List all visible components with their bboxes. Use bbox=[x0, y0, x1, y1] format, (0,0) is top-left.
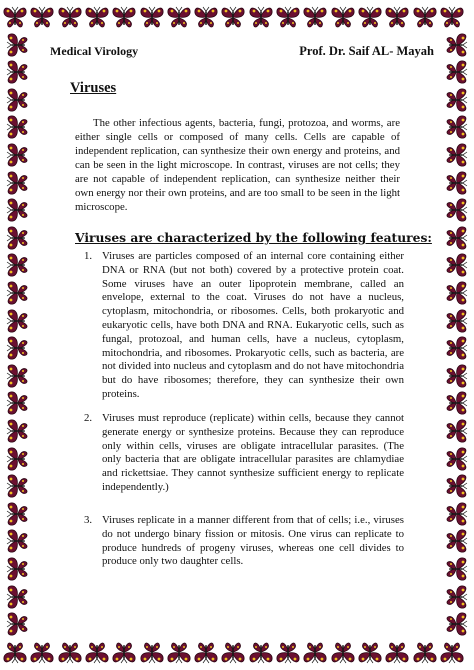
feature-number: 3. bbox=[84, 514, 93, 526]
butterfly-icon bbox=[4, 308, 30, 334]
butterfly-icon bbox=[444, 473, 470, 499]
butterfly-icon bbox=[4, 528, 30, 554]
butterfly-icon bbox=[57, 4, 83, 30]
butterfly-icon bbox=[444, 225, 470, 251]
butterfly-icon bbox=[412, 4, 438, 30]
butterfly-icon bbox=[444, 59, 470, 85]
butterfly-icon bbox=[29, 640, 55, 666]
butterfly-icon bbox=[444, 390, 470, 416]
butterfly-icon bbox=[444, 142, 470, 168]
butterfly-icon bbox=[444, 197, 470, 223]
butterfly-icon bbox=[4, 473, 30, 499]
butterfly-icon bbox=[4, 556, 30, 582]
butterfly-icon bbox=[248, 4, 274, 30]
features-heading: Viruses are characterized by the following features: bbox=[75, 230, 432, 245]
butterfly-icon bbox=[220, 640, 246, 666]
course-title: Medical Virology bbox=[50, 44, 139, 58]
butterfly-icon bbox=[4, 335, 30, 361]
feature-text: Viruses replicate in a manner different from that of cells; i.e., viruses do not undergo binary fission or mitosis. One virus can replicate to produce hundreds of progeny viruses, whereas one cell divides to produce only two daughter cells. bbox=[102, 514, 404, 568]
butterfly-icon bbox=[193, 4, 219, 30]
butterfly-icon bbox=[275, 4, 301, 30]
butterfly-icon bbox=[4, 611, 30, 637]
butterfly-icon bbox=[275, 640, 301, 666]
butterfly-icon bbox=[444, 170, 470, 196]
butterfly-icon bbox=[248, 640, 274, 666]
feature-item-2 bbox=[84, 412, 404, 495]
feature-number: 1. bbox=[84, 250, 93, 262]
butterfly-icon bbox=[384, 4, 410, 30]
butterfly-icon bbox=[302, 4, 328, 30]
butterfly-icon bbox=[444, 556, 470, 582]
butterfly-icon bbox=[330, 4, 356, 30]
butterfly-icon bbox=[139, 4, 165, 30]
butterfly-icon bbox=[4, 32, 30, 58]
butterfly-icon bbox=[444, 335, 470, 361]
butterfly-icon bbox=[357, 4, 383, 30]
butterfly-icon bbox=[29, 4, 55, 30]
butterfly-icon bbox=[444, 363, 470, 389]
feature-number: 2. bbox=[84, 412, 93, 424]
butterfly-icon bbox=[84, 640, 110, 666]
butterfly-icon bbox=[302, 640, 328, 666]
butterfly-icon bbox=[444, 252, 470, 278]
butterfly-icon bbox=[4, 280, 30, 306]
butterfly-icon bbox=[444, 32, 470, 58]
page-header bbox=[50, 42, 434, 62]
feature-item-3 bbox=[84, 514, 404, 569]
butterfly-icon bbox=[4, 252, 30, 278]
page-content bbox=[40, 36, 434, 634]
butterfly-icon bbox=[444, 308, 470, 334]
butterfly-icon bbox=[444, 584, 470, 610]
page-title: Viruses bbox=[70, 80, 117, 96]
feature-text: Viruses must reproduce (replicate) within cells, because they cannot generate energy or synthesize proteins. Because they can reproduce only within cells, viruses are obligate intracellular parasites. (The only bacteria that are obligate intracellular parasites are chlamydiae and rickettsiae. They cannot synthesize sufficient energy to replicate independently.) bbox=[102, 412, 404, 493]
butterfly-icon bbox=[4, 114, 30, 140]
butterfly-icon bbox=[4, 170, 30, 196]
butterfly-icon bbox=[4, 225, 30, 251]
butterfly-border-right bbox=[442, 0, 472, 670]
butterfly-icon bbox=[412, 640, 438, 666]
butterfly-icon bbox=[57, 640, 83, 666]
butterfly-icon bbox=[220, 4, 246, 30]
butterfly-icon bbox=[111, 4, 137, 30]
butterfly-icon bbox=[4, 142, 30, 168]
butterfly-icon bbox=[84, 4, 110, 30]
butterfly-icon bbox=[444, 611, 470, 637]
butterfly-icon bbox=[4, 197, 30, 223]
butterfly-icon bbox=[444, 501, 470, 527]
feature-text: Viruses are particles composed of an internal core containing either DNA or RNA (but not both) covered by a protective protein coat. Some viruses have an outer lipoprotein membrane, called an envelope, external to the coat. Viruses do not have a nucleus, cytoplasm, mitochondria, or ribosomes. Cells, both prokaryotic and eukaryotic cells, have both DNA and RNA. Eukaryotic cells, such as fungal, protozoal, and human cells, have a nucleus, cytoplasm, mitochondria, and ribosomes. Prokaryotic cells, such as bacteria, are not divided into nucleus and cytoplasm and do not have mitochondria but do have ribosomes; therefore, they can synthesize their own proteins. bbox=[102, 250, 404, 400]
butterfly-icon bbox=[166, 4, 192, 30]
butterfly-icon bbox=[4, 390, 30, 416]
butterfly-icon bbox=[193, 640, 219, 666]
butterfly-icon bbox=[111, 640, 137, 666]
butterfly-icon bbox=[166, 640, 192, 666]
butterfly-border-top bbox=[0, 2, 474, 32]
butterfly-icon bbox=[4, 87, 30, 113]
butterfly-icon bbox=[4, 59, 30, 85]
butterfly-icon bbox=[444, 418, 470, 444]
butterfly-icon bbox=[384, 640, 410, 666]
butterfly-icon bbox=[444, 280, 470, 306]
feature-item-1 bbox=[84, 250, 404, 402]
butterfly-icon bbox=[4, 446, 30, 472]
butterfly-icon bbox=[4, 418, 30, 444]
butterfly-border-left bbox=[2, 0, 32, 670]
butterfly-icon bbox=[444, 114, 470, 140]
butterfly-icon bbox=[444, 446, 470, 472]
butterfly-icon bbox=[139, 640, 165, 666]
butterfly-icon bbox=[4, 584, 30, 610]
butterfly-icon bbox=[4, 363, 30, 389]
butterfly-icon bbox=[4, 501, 30, 527]
butterfly-icon bbox=[357, 640, 383, 666]
butterfly-border-bottom bbox=[0, 638, 474, 668]
butterfly-icon bbox=[444, 528, 470, 554]
author-name: Prof. Dr. Saif AL- Mayah bbox=[299, 44, 434, 58]
butterfly-icon bbox=[330, 640, 356, 666]
butterfly-icon bbox=[444, 87, 470, 113]
intro-paragraph: The other infectious agents, bacteria, fungi, protozoa, and worms, are either single cells or composed of many cells. Cells are capable of independent replication, can synthesize their own energy and proteins, and can be seen in the light microscope. In contrast, viruses are not cells; they are not capable of independent replication, can synthesize neither their own energy nor their own proteins, and are too small to be seen in the light microscope. bbox=[75, 117, 400, 213]
